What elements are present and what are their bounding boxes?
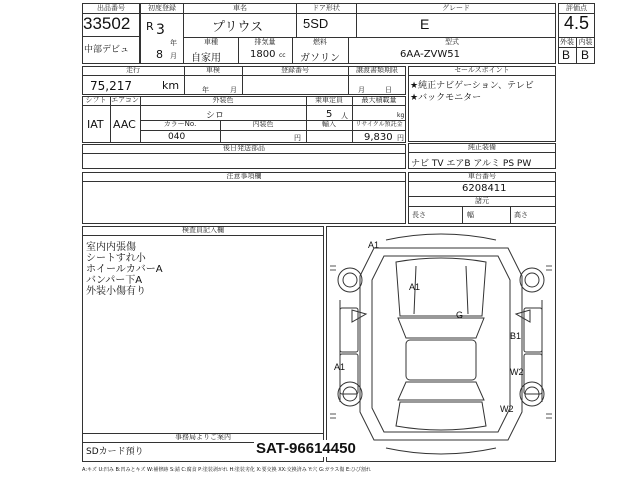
damage-mark-glass: G: [456, 310, 464, 320]
car-damage-diagram: [326, 226, 556, 462]
int-label: 内装: [578, 38, 593, 46]
ac: AAC: [113, 118, 136, 131]
grade: E: [420, 16, 430, 32]
inspection-year: 年: [202, 86, 209, 94]
car-type: 自家用: [191, 53, 221, 64]
fuel-label: 燃料: [313, 38, 327, 46]
equipment: ナビ TV エアB アルミ PS PW: [411, 159, 532, 169]
length-label: 長さ: [412, 211, 426, 219]
cert-label: 譲渡書類期限: [356, 66, 398, 74]
damage-mark-rear-bumper: W2: [500, 404, 514, 414]
disp-unit: cc: [279, 52, 286, 59]
venue: 中部デビュ: [84, 45, 130, 55]
lot-number: 33502: [83, 14, 131, 33]
mileage: 75,217: [90, 79, 132, 93]
grade-label: グレード: [442, 4, 470, 12]
dims-label: 諸元: [475, 197, 489, 205]
import-label: 輸入: [322, 120, 336, 128]
equip-label: 純正装備: [468, 143, 496, 151]
damage-mark-right-door: B1: [510, 331, 522, 341]
lot-label: 出品番号: [97, 4, 125, 12]
name-label: 車名: [233, 4, 247, 12]
load-label: 最大積載量: [361, 96, 397, 104]
score: 4.5: [564, 13, 590, 33]
displacement: 1800: [250, 49, 276, 60]
score-label: 評価点: [566, 4, 587, 12]
inspector-label: 検査員記入欄: [182, 226, 224, 234]
ac-label: エアコン: [111, 96, 139, 104]
damage-mark-front-left: A1: [368, 240, 380, 250]
cert-day: 日: [385, 86, 392, 94]
inspection-label: 車検: [206, 66, 220, 74]
color-label: 外装色: [212, 96, 234, 104]
inspector-note-4: バンパー下A: [86, 275, 143, 286]
sales-point-2: ★バックモニター: [410, 93, 482, 103]
reg-label: 初度登録: [148, 4, 176, 12]
damage-mark-hood: A1: [409, 282, 421, 292]
door-label: ドア形状: [312, 4, 340, 12]
mileage-unit: km: [162, 79, 180, 92]
recycle-fee: 9,830: [364, 132, 393, 143]
type-label: 車種: [204, 38, 218, 46]
ext-score: B: [562, 48, 571, 62]
car-name: プリウス: [212, 20, 264, 35]
sales-point-1: ★純正ナビゲーション、テレビ: [410, 81, 534, 91]
legend: A:キズ U:凹み B:凹みとキズ W:補修跡 S:錆 C:腐食 P:塗装剥がれ H:塗装劣化 X:要交換 XX:交換済み Y:穴 G:ガラス傷 E:ひび割れ: [82, 467, 371, 473]
model-label: 型式: [445, 38, 459, 46]
reg-month: 8: [156, 48, 163, 61]
cert-month: 月: [358, 86, 365, 94]
capacity: 5: [326, 109, 333, 120]
inspector-note-1: 室内内張傷: [86, 242, 136, 253]
chassis-label: 車台番号: [468, 172, 496, 180]
tax-label: リサイクル預託金: [355, 121, 403, 128]
width-label: 幅: [467, 211, 474, 219]
fuel: ガソリン: [300, 53, 340, 64]
mileage-label: 走行: [126, 66, 140, 74]
sales-label: セールスポイント: [454, 66, 510, 74]
reg-year: 3: [156, 22, 165, 38]
capacity-unit: 人: [341, 112, 348, 120]
notes-label: 注意事項欄: [226, 172, 262, 180]
year-unit: 年: [170, 39, 177, 47]
damage-mark-left-rear: A1: [334, 362, 346, 372]
load-unit: kg: [397, 112, 405, 119]
month-unit: 月: [170, 52, 177, 60]
capacity-label: 乗車定員: [315, 96, 343, 104]
shift-label: シフト: [85, 96, 107, 104]
inspection-month: 月: [230, 86, 237, 94]
inspector-note-2: シートすれ小: [86, 253, 146, 264]
office-note: SDカード預り: [86, 447, 144, 457]
chassis-number: 6208411: [462, 183, 507, 194]
ext-color: シロ: [206, 111, 225, 121]
model-code: 6AA-ZVW51: [400, 49, 461, 60]
color-no: 040: [168, 132, 186, 142]
reg-era: R: [146, 20, 154, 33]
ext-label: 外装: [560, 38, 574, 46]
plate-label: 登録番号: [281, 66, 309, 74]
inspector-note-3: ホイールカバーA: [86, 264, 163, 275]
later-parts-label: 後日発送部品: [223, 144, 265, 152]
height-label: 高さ: [514, 211, 528, 219]
door-type: 5SD: [303, 16, 329, 31]
recycle-unit-2: 円: [294, 134, 301, 142]
int-score: B: [581, 48, 590, 62]
disp-label: 排気量: [254, 38, 276, 46]
office-label: 事務局よりご案内: [175, 433, 231, 441]
damage-mark-right-rear: W2: [510, 367, 524, 377]
inspector-note-5: 外装小傷有り: [86, 286, 146, 297]
color-no-label: カラーNo.: [163, 120, 197, 128]
recycle-fee-unit: 円: [397, 134, 404, 142]
int-color-label: 内装色: [252, 120, 274, 128]
shift: IAT: [87, 118, 104, 131]
watermark: SAT-96614450: [256, 440, 356, 457]
